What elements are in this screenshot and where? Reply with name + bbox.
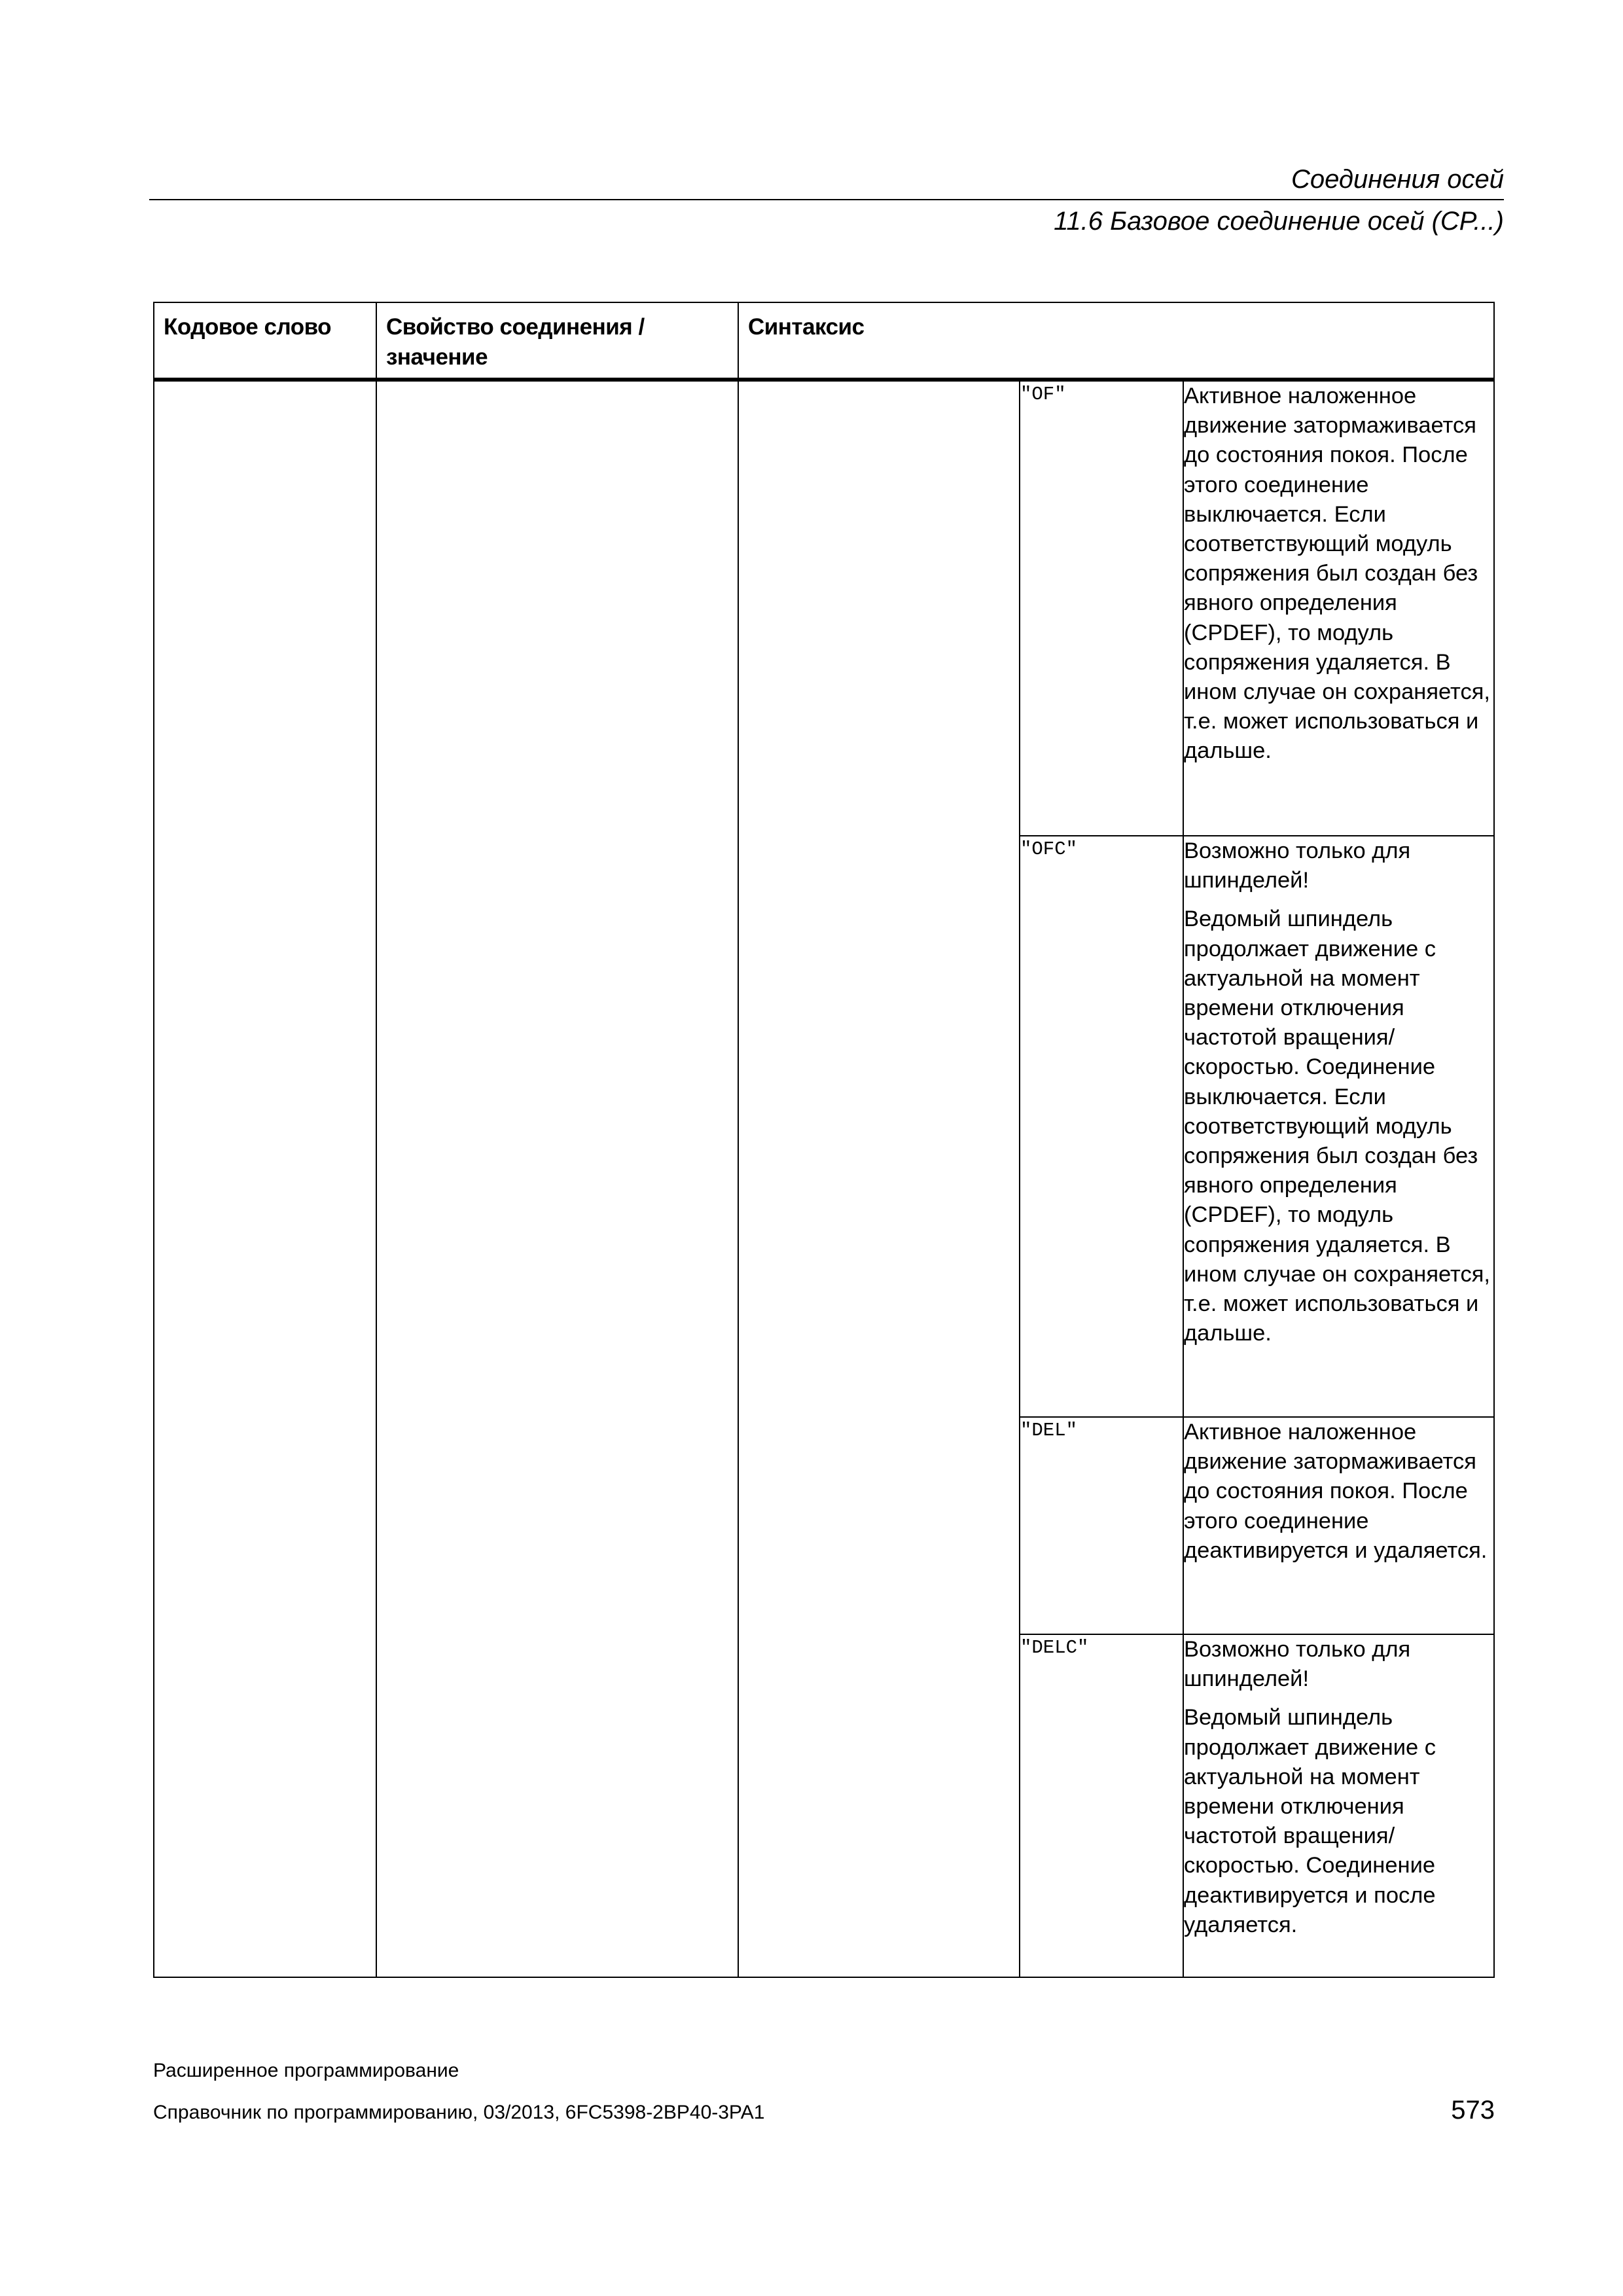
description-cell [1183, 1417, 1494, 1634]
description-cell [1183, 380, 1494, 836]
footer-document-reference: Справочник по программированию, 03/2013, 6FC5398-2BP40-3PA1 [153, 2102, 765, 2123]
syntax-table-grid [153, 302, 1495, 1978]
description-text: Возможно только для шпинделей! [1184, 1637, 1411, 1692]
header-section-title: 11.6 Базовое соединение осей (CP...) [1054, 207, 1504, 236]
table-header-row [154, 302, 1494, 380]
code-value: "DELC" [1020, 1634, 1183, 1977]
description-text: Активное наложенное движение затормаживается до состояния покоя. После этого соединение выключается. Если соответствующий модуль сопряжения был создан без явного определения (CPDEF), то модуль сопряжения удаляется. В ином случае он сохраняется, т.е. может использоваться и дальше. [1184, 384, 1490, 764]
page-number: 573 [1451, 2096, 1495, 2125]
code-value: "DEL" [1020, 1417, 1183, 1634]
keyword-cell [154, 380, 376, 1977]
syntax-cell [738, 380, 1020, 1977]
code-value: "OF" [1020, 380, 1183, 836]
code-value: "OFC" [1020, 836, 1183, 1417]
header-syntax: Синтаксис [738, 302, 1494, 380]
syntax-table [153, 302, 1493, 1978]
description-text: Ведомый шпиндель продолжает движение с актуальной на момент времени отключения частотой вращения/скоростью. Соединение деактивируется и после удаляется. [1184, 1705, 1436, 1937]
footer-document-title: Расширенное программирование [153, 2060, 459, 2081]
description-cell [1183, 836, 1494, 1417]
property-cell [376, 380, 738, 1977]
header-rule [149, 199, 1504, 200]
header-keyword: Кодовое слово [154, 302, 376, 380]
table-row [154, 380, 1494, 836]
header-chapter-title: Соединения осей [1291, 165, 1504, 194]
description-text: Активное наложенное движение затормаживается до состояния покоя. После этого соединение деактивируется и удаляется. [1184, 1420, 1488, 1563]
description-text: Возможно только для шпинделей! [1184, 838, 1411, 893]
description-cell [1183, 1634, 1494, 1977]
description-text: Ведомый шпиндель продолжает движение с актуальной на момент времени отключения частотой вращения/скоростью. Соединение выключается. Если соответствующий модуль сопряжения был создан без явного определения (CPDEF), то модуль сопряжения удаляется. В ином случае он сохраняется, т.е. может использоваться и дальше. [1184, 906, 1490, 1346]
header-property: Свойство соединения / значение [376, 302, 738, 380]
table-body [154, 380, 1494, 1977]
